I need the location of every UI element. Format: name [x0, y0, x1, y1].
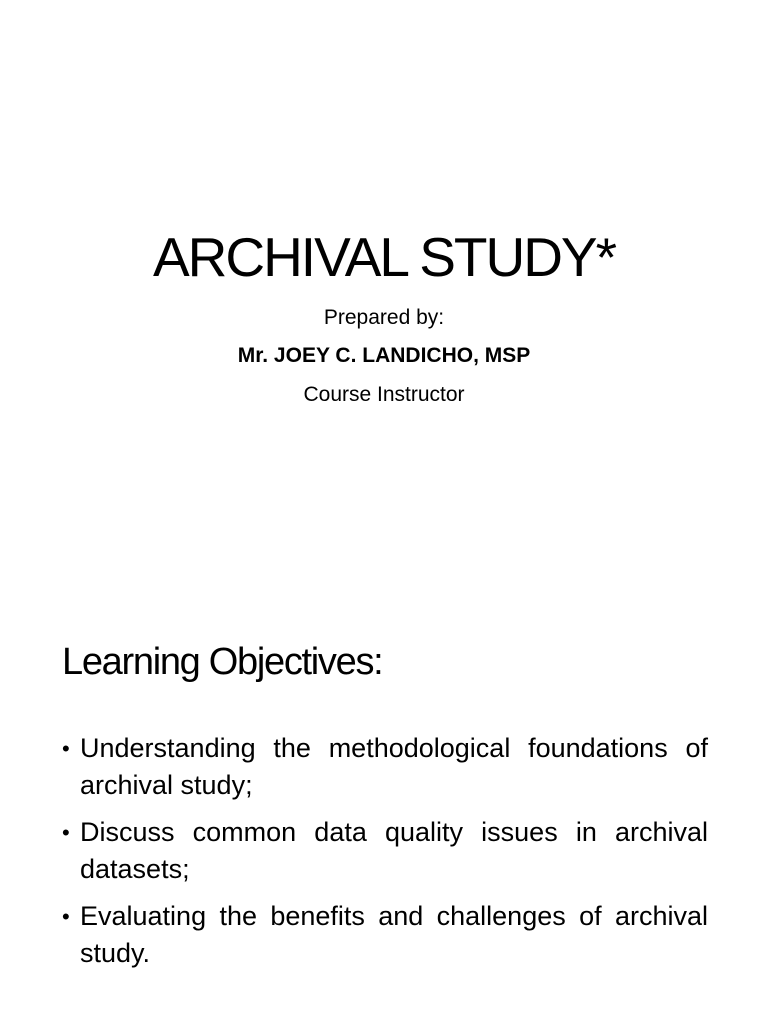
objective-text: Understanding the methodological foundations of archival study; [80, 733, 708, 800]
objectives-heading: Learning Objectives: [62, 641, 383, 683]
slide-title: ARCHIVAL STUDY* [152, 226, 616, 288]
bullet-icon: • [62, 736, 70, 761]
prepared-by-label: Prepared by: [323, 306, 445, 329]
objectives-list [62, 730, 708, 982]
author-name: Mr. JOEY C. LANDICHO, MSP [237, 344, 531, 367]
objective-text: Discuss common data quality issues in archival datasets; [80, 817, 708, 884]
bullet-icon: • [62, 820, 70, 845]
list-item [62, 814, 708, 888]
author-role: Course Instructor [303, 383, 465, 406]
objective-text: Evaluating the benefits and challenges of archival study. [80, 901, 708, 968]
bullet-icon: • [62, 904, 70, 929]
list-item [62, 730, 708, 804]
list-item [62, 898, 708, 972]
